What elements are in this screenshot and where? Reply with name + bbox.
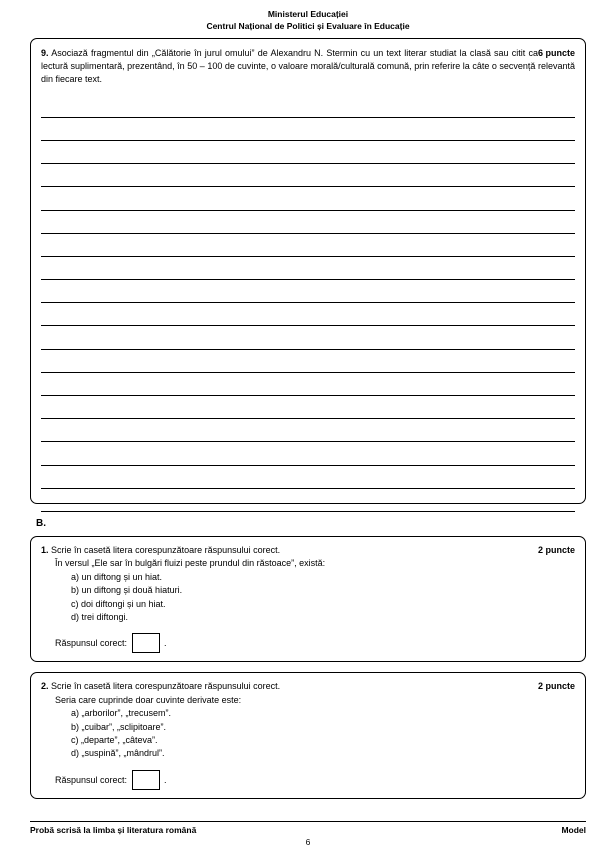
question-b2-points: 2 puncte bbox=[537, 681, 575, 692]
footer-left-text: Probă scrisă la limba și literatura română bbox=[30, 825, 197, 835]
header-line-ministry: Ministerul Educației bbox=[267, 9, 349, 19]
writing-line[interactable] bbox=[41, 303, 575, 326]
question-b1-answer-box[interactable] bbox=[132, 633, 160, 653]
writing-line[interactable] bbox=[41, 141, 575, 164]
footer-divider bbox=[30, 821, 586, 822]
writing-line[interactable] bbox=[41, 373, 575, 396]
question-9-text-block bbox=[41, 47, 575, 87]
writing-line[interactable] bbox=[41, 95, 575, 118]
writing-line[interactable] bbox=[41, 350, 575, 373]
question-b1-answer-row bbox=[55, 633, 575, 653]
question-b1-box bbox=[30, 536, 586, 662]
writing-line[interactable] bbox=[41, 164, 575, 187]
question-9-number: 9. bbox=[41, 48, 49, 58]
question-b2-answer-label: Răspunsul corect: bbox=[55, 774, 128, 785]
question-b2-option-c[interactable]: c) „departe”, „câteva”. bbox=[71, 735, 158, 746]
footer-right-text: Model bbox=[561, 825, 586, 835]
question-9-points: 6 puncte bbox=[537, 48, 575, 58]
question-b2-prompt: Scrie în casetă litera corespunzătoare răspunsului corect. bbox=[51, 681, 281, 692]
writing-line[interactable] bbox=[41, 234, 575, 257]
writing-line[interactable] bbox=[41, 280, 575, 303]
writing-line[interactable] bbox=[41, 257, 575, 280]
question-b1-option-c[interactable]: c) doi diftongi și un hiat. bbox=[71, 598, 166, 609]
writing-line[interactable] bbox=[41, 326, 575, 349]
question-b2-option-a[interactable]: a) „arborilor”, „trecusem”. bbox=[71, 708, 172, 719]
writing-line[interactable] bbox=[41, 187, 575, 210]
question-b1-option-a[interactable]: a) un diftong și un hiat. bbox=[71, 571, 163, 582]
question-b2-answer-box[interactable] bbox=[132, 770, 160, 790]
question-b2-option-d[interactable]: d) „suspină”, „mândrul”. bbox=[71, 748, 165, 759]
question-b1-points: 2 puncte bbox=[537, 545, 575, 555]
header-line-center: Centrul Național de Politici și Evaluare în Educație bbox=[206, 21, 410, 31]
section-b-label: B. bbox=[36, 518, 46, 529]
question-b1-option-b[interactable]: b) un diftong și două hiaturi. bbox=[71, 585, 183, 596]
question-9-statement: Asociază fragmentul din „Călătorie în jurul omului” de Alexandru N. Stermin cu un text literar studiat la clasă sau citit ca lectură suplimentară, prezentând, în 50 – 100 de cuvinte, o valoare morală/culturală comună, prin referire la câte o secvență relevantă din fiecare text. bbox=[41, 48, 575, 85]
document-header bbox=[30, 8, 586, 32]
writing-line[interactable] bbox=[41, 419, 575, 442]
question-b2-prompt-row bbox=[41, 680, 575, 693]
question-b2-number: 2. bbox=[41, 681, 49, 692]
question-b1-answer-suffix: . bbox=[164, 638, 167, 649]
question-b2-answer-suffix: . bbox=[164, 774, 167, 785]
writing-line[interactable] bbox=[41, 211, 575, 234]
question-b1-number: 1. bbox=[41, 545, 49, 555]
question-b1-prompt-row bbox=[41, 544, 575, 557]
writing-line[interactable] bbox=[41, 442, 575, 465]
question-b1-statement: În versul „Ele sar în bulgări fluizi peste prundul din răstoace”, există: bbox=[55, 558, 326, 569]
writing-line[interactable] bbox=[41, 118, 575, 141]
question-b2-answer-row bbox=[55, 770, 575, 790]
question-9-box bbox=[30, 38, 586, 504]
question-b2-option-b[interactable]: b) „cuibar”, „sclipitoare”. bbox=[71, 721, 167, 732]
question-b2-statement: Seria care cuprinde doar cuvinte derivate este: bbox=[55, 694, 242, 705]
document-footer bbox=[30, 821, 586, 847]
writing-line[interactable] bbox=[41, 489, 575, 512]
question-b1-answer-label: Răspunsul corect: bbox=[55, 638, 128, 649]
writing-line[interactable] bbox=[41, 466, 575, 489]
writing-line[interactable] bbox=[41, 396, 575, 419]
page-number: 6 bbox=[305, 837, 311, 847]
question-b1-prompt: Scrie în casetă litera corespunzătoare răspunsului corect. bbox=[51, 545, 281, 555]
question-9-answer-lines[interactable] bbox=[41, 95, 575, 512]
question-b1-option-d[interactable]: d) trei diftongi. bbox=[71, 612, 129, 623]
question-b2-box bbox=[30, 672, 586, 798]
